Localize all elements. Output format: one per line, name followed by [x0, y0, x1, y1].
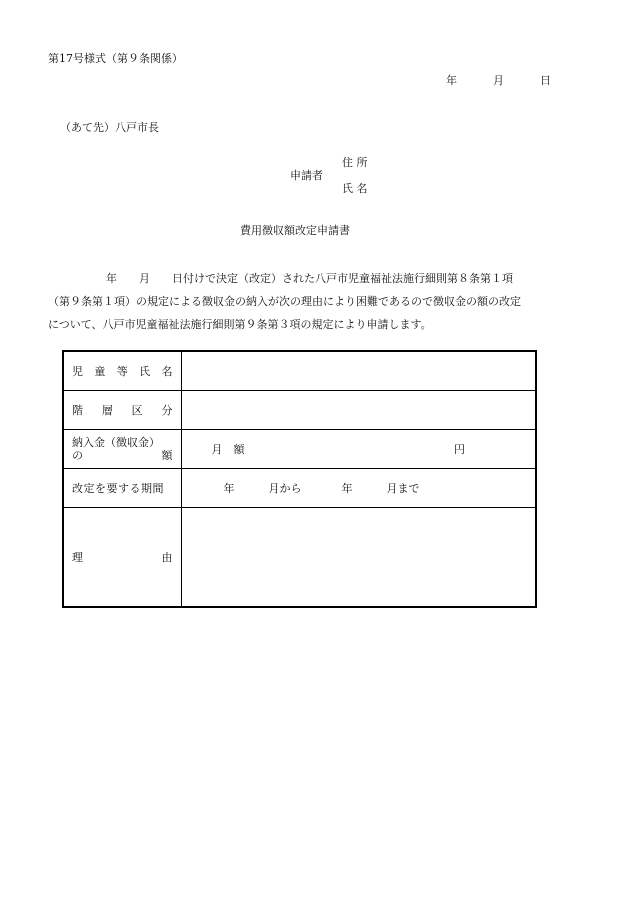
body-year: 年 [106, 272, 117, 285]
addressee: （あて先）八戸市長 [60, 121, 159, 134]
period-label [63, 469, 181, 508]
tier-label [63, 391, 181, 430]
period-field[interactable] [181, 469, 536, 508]
name-label: 氏 名 [342, 182, 368, 195]
payment-amount-label [63, 430, 181, 469]
label-char: 層 [101, 404, 113, 417]
body-line-3: について、八戸市児童福祉法施行細則第９条第３項の規定により申請します。 [48, 318, 432, 331]
period-year-2: 年 [341, 482, 353, 495]
body-line-1-text: 日付けで決定（改定）された八戸市児童福祉法施行細則第８条第１項 [172, 272, 513, 285]
child-name-field[interactable] [181, 351, 536, 391]
period-label-text: 改定を要する期間 [72, 482, 164, 495]
payment-amount-field[interactable] [181, 430, 536, 469]
form-number: 第17号様式（第９条関係） [48, 52, 183, 65]
table-row [63, 391, 536, 430]
tier-field[interactable] [181, 391, 536, 430]
applicant-block [290, 154, 390, 194]
label-char: 氏 [139, 365, 151, 378]
table-row [63, 508, 536, 608]
body-line-2: （第９条第１項）の規定による徴収金の納入が次の理由により困難であるので徴収金の額の改定 [48, 295, 521, 308]
label-char: 理 [72, 551, 83, 564]
application-table [62, 350, 537, 608]
date-day: 日 [540, 74, 551, 87]
label-char: 童 [94, 365, 106, 378]
body-month: 月 [139, 272, 150, 285]
table-row [63, 351, 536, 391]
table-row [63, 469, 536, 508]
label-char: の [72, 449, 83, 462]
label-char: 階 [72, 404, 83, 417]
period-year-1: 年 [223, 482, 235, 495]
date-year: 年 [446, 74, 457, 87]
yen-unit: 円 [454, 443, 465, 456]
child-name-label [63, 351, 181, 391]
label-char: 等 [116, 365, 128, 378]
label-char: 区 [131, 404, 143, 417]
period-to: 月まで [386, 482, 420, 495]
applicant-label: 申請者 [290, 169, 323, 182]
table-row [63, 430, 536, 469]
address-label: 住 所 [342, 156, 368, 169]
period-from: 月から [268, 482, 302, 495]
label-char: 由 [161, 551, 173, 564]
reason-field[interactable] [181, 508, 536, 608]
body-text [48, 267, 558, 336]
reason-label [63, 508, 181, 608]
payment-label-line-1: 納入金（徴収金） [72, 436, 160, 449]
label-char: 名 [161, 365, 173, 378]
document-title: 費用徴収額改定申請書 [240, 224, 350, 237]
monthly-amount-label: 月 額 [211, 443, 245, 456]
label-char: 分 [161, 404, 173, 417]
label-char: 額 [161, 449, 173, 462]
body-line-1 [48, 267, 558, 290]
date-month: 月 [493, 74, 504, 87]
label-char: 児 [72, 365, 83, 378]
date-line [446, 72, 551, 88]
